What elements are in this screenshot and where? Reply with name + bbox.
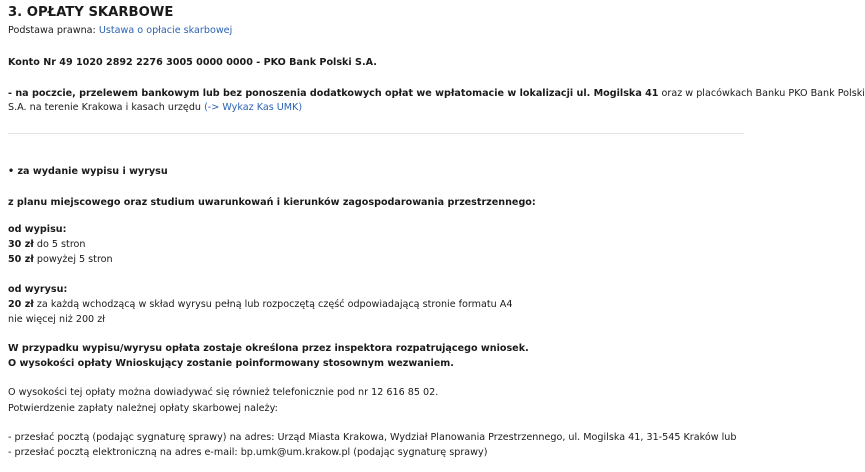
extract-fee-amount: 50 zł — [8, 254, 34, 265]
extract-fee-desc: do 5 stron — [33, 239, 86, 250]
notice-line-1: W przypadku wypisu/wyrysu opłata zostaje określona przez inspektora rozpatrującego wniosek. — [8, 343, 529, 354]
notice-line-2: O wysokości opłaty Wnioskujący zostanie poinformowany stosownym wezwaniem. — [8, 358, 454, 369]
drawing-fee-limit: nie więcej niż 200 zł — [8, 314, 105, 325]
cash-desks-link[interactable]: (-> Wykaz Kas UMK) — [204, 102, 303, 113]
payment-methods-bold: - na poczcie, przelewem bankowym lub bez ponoszenia dodatkowych opłat we wpłatomacie w lokalizacji ul. Mogilska 41 — [8, 88, 659, 99]
bank-account: Konto Nr 49 1020 2892 2276 3005 0000 0000 - PKO Bank Polski S.A. — [8, 57, 377, 68]
drawing-fee-amount: 20 zł — [8, 299, 34, 310]
drawing-fee-desc: za każdą wchodzącą w skład wyrysu pełną lub rozpoczętą część odpowiadającą stronie formatu A4 — [33, 299, 513, 310]
extract-fee-row — [8, 252, 113, 268]
payment-methods-line-2 — [8, 100, 302, 116]
extract-fee-row — [8, 237, 86, 253]
extract-fee-amount: 30 zł — [8, 239, 34, 250]
drawing-heading: od wyrysu: — [8, 284, 68, 295]
extract-heading: od wypisu: — [8, 224, 67, 235]
legal-basis-line — [8, 23, 232, 39]
legal-basis-link[interactable]: Ustawa o opłacie skarbowej — [98, 25, 233, 36]
payment-methods-line-2-text: S.A. na terenie Krakowa i kasach urzędu — [8, 102, 205, 113]
fee-subheading: z planu miejscowego oraz studium uwarunkowań i kierunków zagospodarowania przestrzennego: — [8, 197, 536, 208]
section-title: 3. OPŁATY SKARBOWE — [8, 5, 174, 20]
extract-fee-desc: powyżej 5 stron — [33, 254, 113, 265]
legal-basis-label: Podstawa prawna: — [8, 25, 96, 36]
drawing-fee-row — [8, 297, 512, 313]
delivery-by-post: - przesłać pocztą (podając sygnaturę sprawy) na adres: Urząd Miasta Krakowa, Wydział Planowania Przestrzennego, ul. Mogilska 41, 31-545 Kraków lub — [8, 432, 737, 443]
delivery-by-email: - przesłać pocztą elektroniczną na adres e-mail: bp.umk@um.krakow.pl (podając sygnaturę sprawy) — [8, 447, 488, 458]
payment-methods-rest: oraz w placówkach Banku PKO Bank Polski — [658, 88, 865, 99]
confirmation-intro: Potwierdzenie zapłaty należnej opłaty skarbowej należy: — [8, 403, 278, 414]
fee-bullet-item: • za wydanie wypisu i wyrysu — [8, 166, 168, 177]
phone-info-line: O wysokości tej opłaty można dowiadywać się również telefonicznie pod nr 12 616 85 02. — [8, 387, 439, 398]
section-divider — [8, 133, 744, 134]
